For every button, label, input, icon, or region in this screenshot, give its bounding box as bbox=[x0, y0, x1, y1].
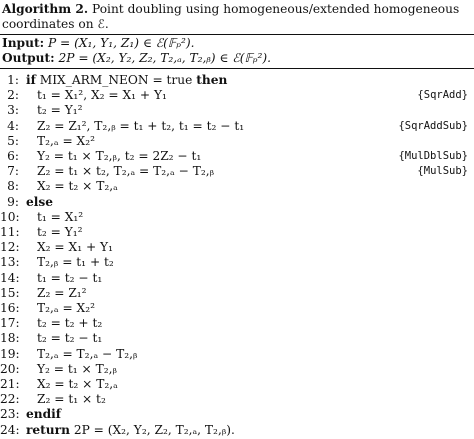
algorithm-line bbox=[0, 209, 474, 225]
line-code: t₂ = Y₁² bbox=[37, 103, 83, 118]
output-text: 2P = (X₂, Y₂, Z₂, T₂,ₐ, T₂,ᵦ) ∈ ℰ(𝔽ₚ²). bbox=[58, 51, 272, 65]
line-number: 24: bbox=[0, 422, 20, 437]
algorithm-line bbox=[0, 391, 474, 407]
line-number: 9: bbox=[7, 194, 19, 209]
algorithm-line bbox=[0, 118, 474, 134]
line-number: 20: bbox=[0, 361, 20, 376]
algorithm-line bbox=[0, 285, 474, 301]
line-code: Y₂ = t₁ × T₂,ᵦ bbox=[37, 361, 117, 376]
algorithm-title: Point doubling using homogeneous/extended homogeneous coordinates on ℰ. bbox=[2, 2, 460, 31]
line-code: Z₂ = Z₁² bbox=[37, 285, 87, 300]
input-text: P = (X₁, Y₁, Z₁) ∈ ℰ(𝔽ₚ²). bbox=[47, 36, 195, 50]
line-number: 12: bbox=[0, 240, 20, 255]
line-number: 4: bbox=[7, 118, 19, 133]
algorithm-line bbox=[0, 346, 474, 362]
line-number: 18: bbox=[0, 331, 20, 346]
line-code: endif bbox=[26, 407, 62, 422]
algorithm-line bbox=[0, 102, 474, 118]
line-number: 6: bbox=[7, 149, 19, 163]
line-code: t₂ = t₂ − t₁ bbox=[37, 331, 103, 346]
line-code: return 2P = (X₂, Y₂, Z₂, T₂,ₐ, T₂,ᵦ). bbox=[26, 422, 235, 437]
algorithm-line bbox=[0, 300, 474, 316]
line-number: 11: bbox=[0, 225, 20, 239]
line-number: 7: bbox=[7, 164, 19, 179]
algorithm-line bbox=[0, 270, 474, 286]
input-label: Input: bbox=[2, 36, 45, 50]
line-number: 13: bbox=[0, 255, 20, 270]
line-code: if MIX_ARM_NEON = true then bbox=[26, 73, 228, 87]
routine-tag: {SqrAddSub} bbox=[398, 119, 468, 132]
line-code: X₂ = t₂ × T₂,ₐ bbox=[37, 377, 118, 391]
top-rule bbox=[0, 34, 474, 35]
line-code: Y₂ = t₁ × T₂,ᵦ, t₂ = 2Z₂ − t₁ bbox=[37, 149, 202, 163]
line-number: 16: bbox=[0, 301, 20, 315]
output-line bbox=[2, 51, 271, 66]
algorithm-line bbox=[0, 163, 474, 179]
algorithm-line bbox=[0, 330, 474, 346]
io-rule bbox=[0, 68, 474, 69]
algorithm-line bbox=[0, 406, 474, 422]
algorithm-line bbox=[0, 194, 474, 210]
algorithm-line bbox=[0, 133, 474, 149]
line-code: T₂,ₐ = T₂,ₐ − T₂,ᵦ bbox=[37, 346, 138, 361]
line-code: X₂ = t₂ × T₂,ₐ bbox=[37, 179, 118, 194]
algorithm-line bbox=[0, 315, 474, 331]
algorithm-line bbox=[0, 361, 474, 377]
line-number: 19: bbox=[0, 346, 20, 361]
line-number: 14: bbox=[0, 270, 20, 285]
algorithm-line bbox=[0, 239, 474, 255]
line-code: T₂,ᵦ = t₁ + t₂ bbox=[37, 255, 114, 270]
algorithm-line bbox=[0, 376, 474, 392]
line-number: 22: bbox=[0, 392, 20, 407]
line-code: X₂ = X₁ + Y₁ bbox=[37, 240, 113, 255]
line-number: 8: bbox=[7, 179, 19, 194]
line-number: 15: bbox=[0, 285, 20, 300]
line-code: t₂ = Y₁² bbox=[37, 225, 83, 239]
line-number: 10: bbox=[0, 209, 20, 224]
algorithm-line bbox=[0, 422, 474, 438]
line-number: 1: bbox=[7, 73, 19, 87]
line-code: Z₂ = Z₁², T₂,ᵦ = t₁ + t₂, t₁ = t₂ − t₁ bbox=[37, 118, 245, 133]
line-code: else bbox=[26, 194, 53, 209]
line-code: t₁ = X₁², X₂ = X₁ + Y₁ bbox=[37, 88, 167, 103]
routine-tag: {MulDblSub} bbox=[398, 150, 468, 162]
line-number: 3: bbox=[7, 103, 19, 118]
line-number: 21: bbox=[0, 377, 20, 391]
line-number: 2: bbox=[7, 88, 19, 103]
line-number: 5: bbox=[7, 133, 19, 148]
algorithm-line bbox=[0, 72, 474, 88]
routine-tag: {MulSub} bbox=[417, 165, 468, 178]
line-code: t₁ = t₂ − t₁ bbox=[37, 270, 103, 285]
line-code: T₂,ₐ = X₂² bbox=[37, 301, 95, 315]
line-code: Z₂ = t₁ × t₂, T₂,ₐ = T₂,ₐ − T₂,ᵦ bbox=[37, 164, 215, 179]
algorithm-line bbox=[0, 87, 474, 103]
line-code: t₂ = t₂ + t₂ bbox=[37, 316, 103, 331]
algorithm-label: Algorithm 2. bbox=[2, 2, 89, 16]
line-code: t₁ = X₁² bbox=[37, 209, 84, 224]
algorithm-line bbox=[0, 178, 474, 194]
output-label: Output: bbox=[2, 51, 55, 65]
line-code: Z₂ = t₁ × t₂ bbox=[37, 392, 106, 407]
algorithm-line bbox=[0, 254, 474, 270]
line-number: 17: bbox=[0, 316, 20, 331]
algorithm-line bbox=[0, 224, 474, 240]
line-number: 23: bbox=[0, 407, 20, 422]
routine-tag: {SqrAdd} bbox=[417, 89, 468, 102]
algorithm-line bbox=[0, 148, 474, 164]
algorithm-caption bbox=[2, 2, 470, 32]
line-code: T₂,ₐ = X₂² bbox=[37, 133, 95, 148]
input-line bbox=[2, 36, 194, 51]
